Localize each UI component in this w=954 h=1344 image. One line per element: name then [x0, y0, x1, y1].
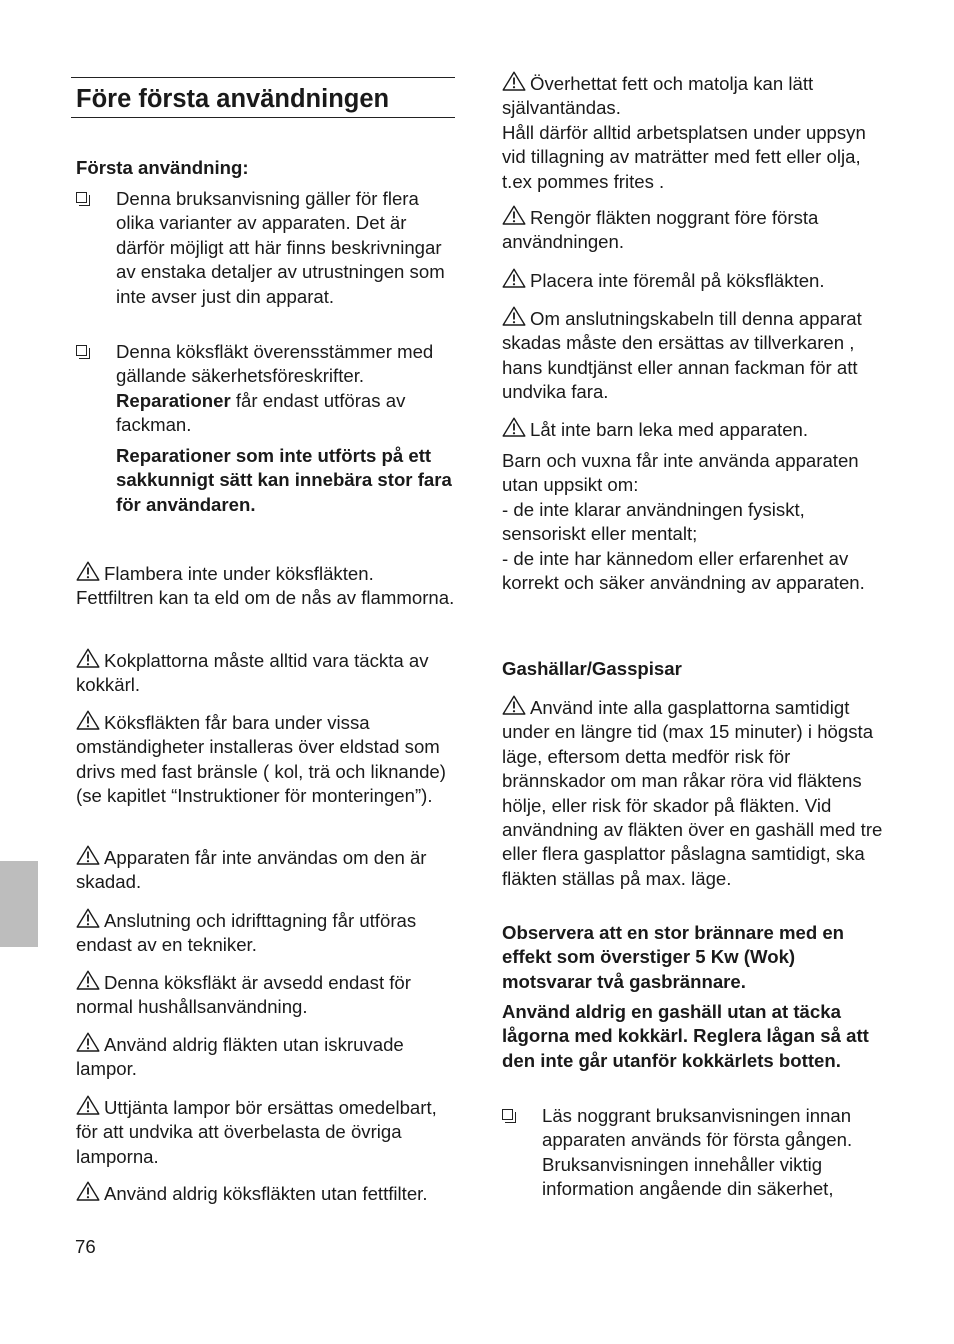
warning-item	[76, 845, 456, 895]
page-number: 76	[75, 1236, 96, 1257]
warning-item	[502, 695, 886, 891]
warning-triangle-icon	[76, 1032, 100, 1052]
checkbox-bullet-icon	[76, 192, 87, 203]
warning-triangle-icon	[76, 561, 100, 581]
warning-item	[76, 970, 456, 1020]
warning-item	[76, 1095, 456, 1169]
warning-text: Anslutning och idrifttagning får utföras endast av en tekniker.	[76, 910, 417, 956]
children-line: Barn och vuxna får inte använda apparaten utan uppsikt om:	[502, 450, 859, 496]
warning-item	[502, 417, 886, 442]
warning-item	[502, 268, 886, 293]
warning-item	[76, 710, 456, 809]
warning-triangle-icon	[502, 205, 526, 225]
warning-triangle-icon	[502, 306, 526, 326]
warning-item	[76, 908, 456, 958]
warning-item	[502, 306, 886, 405]
checkbox-bullet-icon	[76, 345, 87, 356]
warning-text: Apparaten får inte användas om den är skadad.	[76, 847, 427, 893]
warning-triangle-icon	[76, 648, 100, 668]
warning-triangle-icon	[502, 268, 526, 288]
warning-item	[502, 205, 886, 255]
children-line: - de inte klarar användningen fysiskt, sensoriskt eller mentalt;	[502, 498, 805, 545]
title-rule-bottom	[71, 117, 455, 118]
warning-text: Kokplattorna måste alltid vara täckta av kokkärl.	[76, 650, 429, 696]
warning-triangle-icon	[76, 908, 100, 928]
side-tab-marker	[0, 861, 38, 947]
warning-text: Denna köksfläkt är avsedd endast för normal hushållsanvändning.	[76, 972, 411, 1018]
warning-triangle-icon	[502, 71, 526, 91]
warning-text-continued: Håll därför alltid arbetsplatsen under uppsyn vid tillagning av maträtter med fett eller olja, t.ex pommes frites .	[502, 121, 866, 192]
checkbox-bullet-icon	[502, 1109, 513, 1120]
gas-heading: Gashällar/Gasspisar	[502, 658, 682, 679]
flame-cover-note: Använd aldrig en gashäll utan at täcka lågorna med kokkärl. Reglera lågan så att den inte går utanför kokkärlets botten.	[502, 1001, 869, 1071]
warning-triangle-icon	[76, 970, 100, 990]
warning-triangle-icon	[76, 710, 100, 730]
warning-triangle-icon	[502, 417, 526, 437]
wok-burner-note: Observera att en stor brännare med en effekt som överstiger 5 Kw (Wok) motsvarar två gasbrännare.	[502, 922, 845, 992]
warning-item	[76, 561, 456, 611]
warning-text: Använd aldrig köksfläkten utan fettfilter.	[104, 1183, 428, 1204]
bullet-text: Läs noggrant bruksanvisningen innan apparaten används för första gången. Bruksanvisningen innehåller viktig information angående din säkerhet,	[542, 1105, 853, 1200]
warning-text: Uttjänta lampor bör ersättas omedelbart, för att undvika att överbelasta de övriga lamporna.	[76, 1097, 437, 1167]
children-paragraph	[502, 449, 886, 595]
warning-triangle-icon	[76, 845, 100, 865]
warning-item	[76, 1032, 456, 1082]
bullet-bold-word: Reparationer	[116, 389, 231, 411]
warning-triangle-icon	[502, 695, 526, 715]
bullet-text: Denna bruksanvisning gäller för flera olika varianter av apparaten. Det är därför möjligt att här finns beskrivningar av enstaka detaljer av utrustningen som inte avser just din apparat.	[116, 188, 445, 307]
list-item-read-manual	[502, 1104, 886, 1202]
repair-warning-bold: Reparationer som inte utförts på ett sakkunnigt sätt kan innebära stor fara för användaren.	[116, 445, 452, 515]
first-use-heading: Första användning:	[76, 157, 249, 178]
warning-triangle-icon	[76, 1095, 100, 1115]
warning-text: Låt inte barn leka med apparaten.	[530, 419, 809, 440]
children-line: - de inte har kännedom eller erfarenhet av korrekt och säker användning av apparaten.	[502, 547, 865, 594]
list-item-variants	[76, 187, 456, 309]
list-item-safety	[76, 340, 456, 438]
page-title: Före första användningen	[76, 85, 390, 113]
bullet-text-rest: får endast utföras av fackman.	[116, 389, 406, 436]
warning-triangle-icon	[76, 1181, 100, 1201]
bullet-text: Denna köksfläkt överensstämmer med gällande säkerhetsföreskrifter.	[116, 341, 434, 387]
title-rule-top	[71, 77, 455, 78]
warning-text: Köksfläkten får bara under vissa omständigheter installeras över eldstad som drivs med fast bränsle ( kol, trä och liknande) (se kapitlet “Instruktioner för monteringen”).	[76, 712, 446, 807]
warning-text: Överhettat fett och matolja kan lätt självantändas.	[502, 73, 814, 119]
warning-text: Flambera inte under köksfläkten. Fettfiltren kan ta eld om de nås av flammorna.	[76, 563, 455, 609]
warning-text: Om anslutningskabeln till denna apparat skadas måste den ersättas av tillverkaren , hans kundtjänst eller annan fackman för att undvika fara.	[502, 308, 862, 403]
warning-text: Rengör fläkten noggrant före första användningen.	[502, 207, 819, 253]
warning-text: Använd inte alla gasplattorna samtidigt under en längre tid (max 15 minuter) i högsta läge, eftersom detta medför risk för brännskador om man råkar röra vid fläktens hölje, eller risk för skador på fläkten. Vid användning av fläkten över en gashäll med tre eller flera gasplattor påslagna samtidigt, ska fläkten ställas på max. läge.	[502, 697, 883, 889]
warning-item	[502, 71, 886, 194]
warning-item	[76, 1181, 456, 1206]
warning-text: Placera inte föremål på köksfläkten.	[530, 270, 825, 291]
warning-item	[76, 648, 456, 698]
warning-text: Använd aldrig fläkten utan iskruvade lampor.	[76, 1034, 404, 1080]
